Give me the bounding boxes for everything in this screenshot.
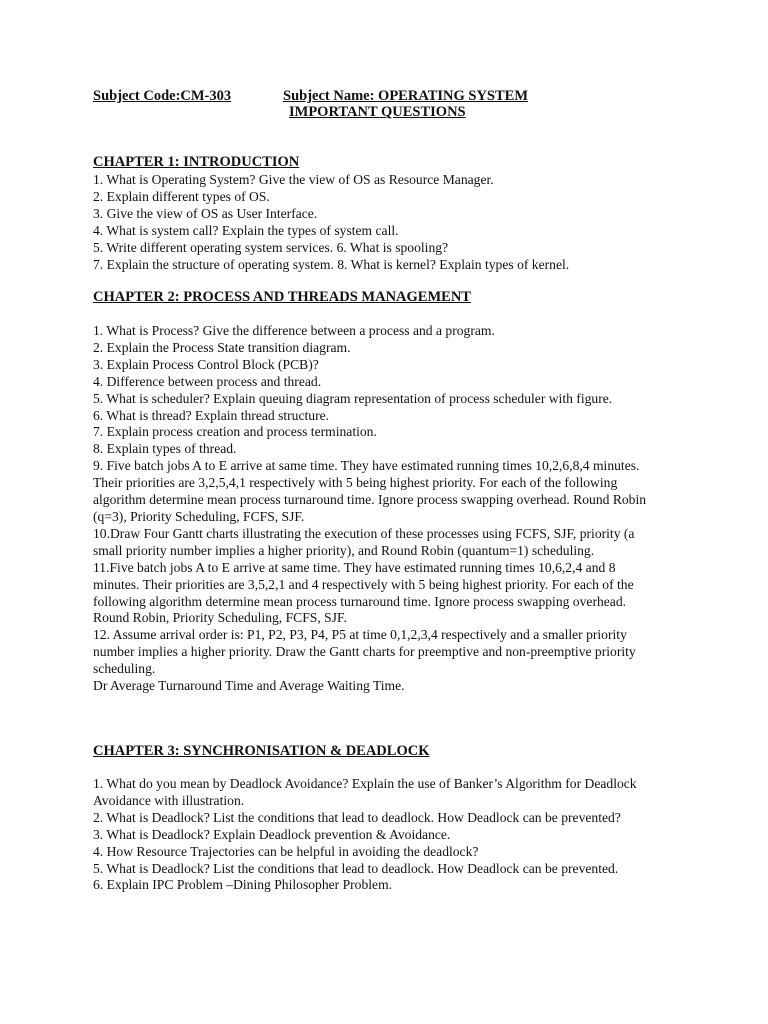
question-item: 1. What do you mean by Deadlock Avoidance? Explain the use of Banker’s Algorithm for Deadlock Avoidance with illustration. — [93, 776, 637, 808]
subject-code: Subject Code:CM-303 — [93, 88, 232, 104]
question-item: 3. Explain Process Control Block (PCB)? — [93, 356, 319, 372]
question-item: 6. Explain IPC Problem –Dining Philosopher Problem. — [93, 877, 393, 893]
chapter-2-questions — [93, 323, 653, 695]
question-item: 5. What is scheduler? Explain queuing diagram representation of process scheduler with figure. — [93, 390, 613, 406]
chapter-1-questions — [93, 172, 653, 273]
chapter-2-title: CHAPTER 2: PROCESS AND THREADS MANAGEMENT — [93, 289, 471, 305]
question-item: 4. How Resource Trajectories can be helpful in avoiding the deadlock? — [93, 843, 479, 859]
question-item: 4. Difference between process and thread. — [93, 373, 322, 389]
document-subtitle: IMPORTANT QUESTIONS — [289, 104, 466, 120]
question-item: 1. What is Process? Give the difference between a process and a program. — [93, 323, 495, 338]
question-item: 12. Assume arrival order is: P1, P2, P3, P4, P5 at time 0,1,2,3,4 respectively and a smaller priority number implies a higher priority. Draw the Gantt charts for preemptive and non-preemptive priority scheduling. — [93, 627, 636, 677]
question-item: 7. Explain process creation and process termination. — [93, 424, 377, 440]
question-item: 2. What is Deadlock? List the conditions that lead to deadlock. How Deadlock can be prevented? — [93, 809, 621, 825]
question-item: 11.Five batch jobs A to E arrive at same time. They have estimated running times 10,6,2,4 and 8 minutes. Their priorities are 3,5,2,1 and 4 respectively with 5 being highest priority. For each of the following algorithm determine mean process turnaround time. Ignore process swapping overhead. Round Robin, Priority Scheduling, FCFS, SJF. — [93, 559, 634, 626]
question-item: 7. Explain the structure of operating system. 8. What is kernel? Explain types of kernel. — [93, 256, 570, 272]
chapter-3-title: CHAPTER 3: SYNCHRONISATION & DEADLOCK — [93, 743, 430, 759]
question-item: 5. What is Deadlock? List the conditions that lead to deadlock. How Deadlock can be prevented. — [93, 860, 619, 876]
subject-name: Subject Name: OPERATING SYSTEM — [283, 88, 529, 104]
question-item: 5. Write different operating system services. 6. What is spooling? — [93, 239, 449, 255]
question-item: 10.Draw Four Gantt charts illustrating the execution of these processes using FCFS, SJF, priority (a small priority number implies a higher priority), and Round Robin (quantum=1) scheduling. — [93, 525, 635, 558]
question-item: 9. Five batch jobs A to E arrive at same time. They have estimated running times 10,2,6,8,4 minutes. Their priorities are 3,2,5,4,1 respectively with 5 being highest priority. For each of the following algorithm determine mean process turnaround time. Ignore process swapping overhead. Round Robin (q=3), Priority Scheduling, FCFS, SJF. — [93, 458, 647, 524]
question-item: 1. What is Operating System? Give the view of OS as Resource Manager. — [93, 172, 494, 187]
question-item: 6. What is thread? Explain thread structure. — [93, 407, 330, 423]
question-item: 2. Explain the Process State transition diagram. — [93, 339, 351, 355]
question-item: 8. Explain types of thread. — [93, 441, 237, 457]
question-item: 4. What is system call? Explain the types of system call. — [93, 222, 399, 238]
question-item: 3. Give the view of OS as User Interface. — [93, 205, 318, 221]
chapter-1-title: CHAPTER 1: INTRODUCTION — [93, 154, 300, 170]
question-item: 2. Explain different types of OS. — [93, 188, 270, 204]
question-item: Dr Average Turnaround Time and Average Waiting Time. — [93, 678, 405, 694]
question-item: 3. What is Deadlock? Explain Deadlock prevention & Avoidance. — [93, 826, 451, 842]
chapter-3-questions — [93, 776, 653, 894]
